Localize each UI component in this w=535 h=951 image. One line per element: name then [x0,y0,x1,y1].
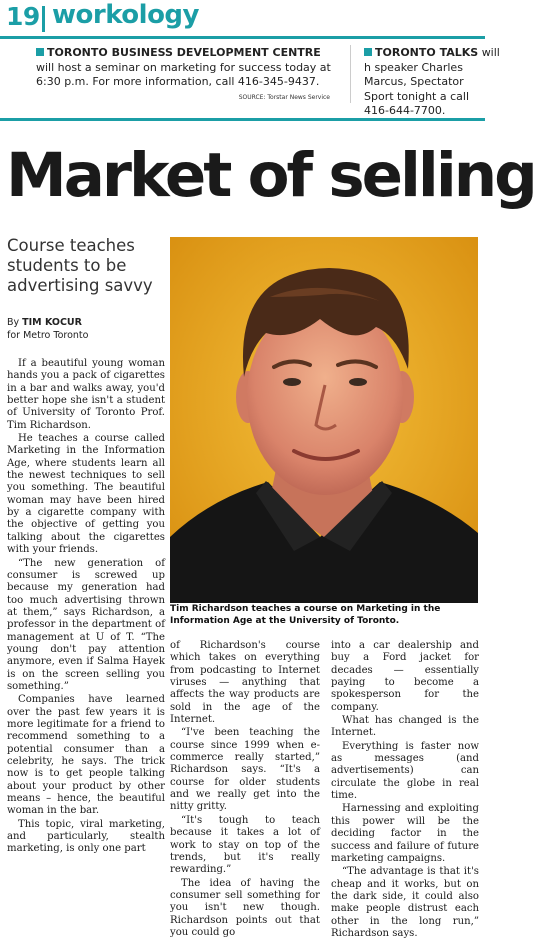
paragraph: He teaches a course called Marketing in the Information Age, where students learn all the newest techniques to sell you something. The beautiful woman may have been hired by a cigarette company with the objective of getting you talking about the cigarettes with your friends. [7,433,165,556]
byline-name: TIM KOCUR [22,317,82,328]
page-header [0,0,485,40]
photo-caption: Tim Richardson teaches a course on Marketing in the Information Age at the University of Toronto. [170,604,441,626]
deck: Course teaches students to be advertising savvy [7,236,153,295]
paragraph: Companies have learned over the past few years it is more legitimate for a friend to recommend something to a potential consumer than a celebrity, he says. The trick now is to get people talking about your product by other means – hence, the beautiful woman in the bar. [7,694,165,817]
header-rule [0,36,485,39]
paragraph: “The advantage is that it's cheap and it works, but on the dark side, it could also make people distrust each other in the long run,” Richardson says. [331,866,479,939]
article-column-1 [7,358,165,857]
portrait-photo [170,237,478,603]
bullet-square-icon [36,48,44,56]
paragraph: of Richardson's course which takes on everything from podcasting to Internet viruses — anything that affects the way products are sold in the age of the Internet. [170,640,320,726]
page-number: 19 [6,2,40,31]
source-credit: SOURCE: Torstar News Service [238,94,330,101]
news-brief [364,46,500,119]
brief-text: will host a seminar on marketing for success today at 6:30 p.m. For more information, call 416-345-9437. [36,60,331,88]
paragraph: The idea of having the consumer sell something for you isn't new though. Richardson points out that you could go [170,877,320,938]
paragraph: into a car dealership and buy a Ford jacket for decades — essentially paying to become a spokesperson for the company. [331,640,479,713]
section-rule [0,118,485,121]
paragraph: “The new generation of consumer is screwed up because my generation had too much advertising thrown at them,” says Richardson, a professor in the department of management at U of T. “The young don't pay attention anymore, even if Salma Hayek is on the screen selling you something.” [7,557,165,692]
news-brief [36,46,332,90]
byline [7,316,88,342]
paragraph: If a beautiful young woman hands you a pack of cigarettes in a bar and walks away, you'd better hope she isn't a student of University of Toronto Prof. Tim Richardson. [7,358,165,431]
article-column-3 [331,640,479,941]
paragraph: Harnessing and exploiting this power will be the deciding factor in the success and failure of future marketing campaigns. [331,803,479,864]
bullet-square-icon [364,48,372,56]
brief-title: TORONTO TALKS [375,46,479,59]
header-divider [42,6,45,32]
paragraph: “I've been teaching the course since 1999 when e-commerce really started,” Richardson says. “It's a course for older students and we really get into the nitty gritty. [170,727,320,813]
brief-divider [350,45,351,103]
portrait-illustration [170,237,478,603]
byline-outlet: for Metro Toronto [7,330,89,341]
headline: Market of selling [6,140,535,211]
paragraph: This topic, viral marketing, and particularly, stealth marketing, is only one part [7,818,165,855]
brief-text: will h speaker Charles Marcus, Spectator Sport tonight a call 416-644-7700. [364,46,500,117]
paragraph: What has changed is the Internet. [331,715,479,739]
article-column-2 [170,640,320,940]
paragraph: “It's tough to teach because it takes a lot of work to stay on top of the trends, but it's really rewarding.” [170,814,320,876]
byline-prefix: By [7,317,20,328]
section-name: workology [52,0,199,30]
brief-title: TORONTO BUSINESS DEVELOPMENT CENTRE [47,46,321,59]
paragraph: Everything is faster now as messages (and advertisements) can circulate the globe in real time. [331,740,479,802]
